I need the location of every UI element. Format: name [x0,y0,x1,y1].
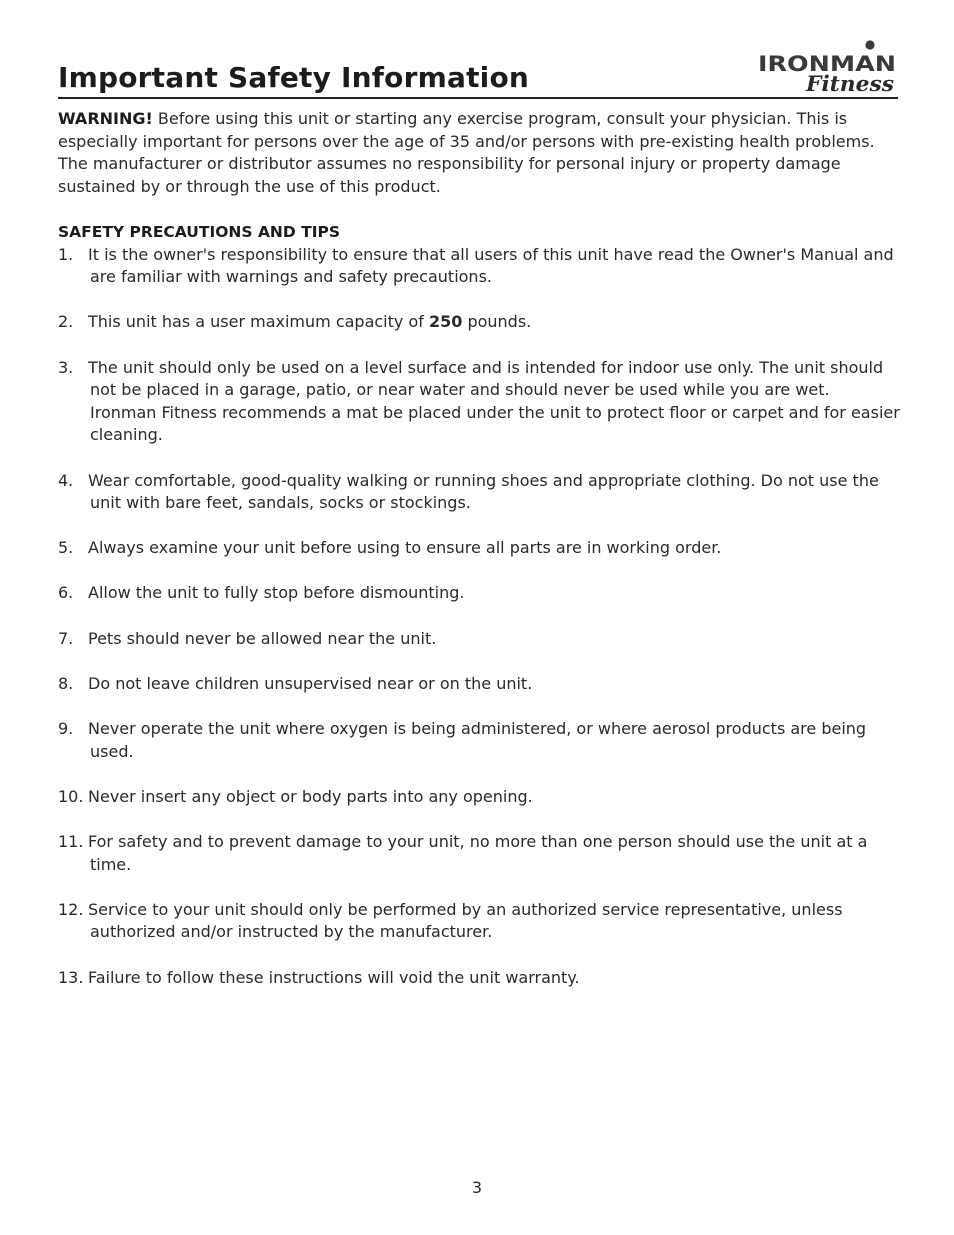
list-item [58,311,900,334]
list-item [58,470,900,515]
item-number: 11. [58,832,84,851]
item-number: 3. [58,357,74,377]
item-text: Never insert any object or body parts into any opening. [88,786,533,806]
list-item [58,628,900,651]
ironman-fitness-logo [756,38,900,94]
item-number: 12. [58,899,84,919]
item-number: 13. [58,967,84,987]
item-text: Always examine your unit before using to ensure all parts are in working order. [88,538,722,558]
page-title: Important Safety Information [58,61,530,94]
list-item [58,244,900,289]
list-item [58,357,900,447]
item-number: 9. [58,719,74,739]
document-body [58,108,900,1012]
item-number: 6. [58,583,74,603]
item-text: The unit should only be used on a level surface and is intended for indoor use only. The unit should not be placed in a garage, patio, or near water and should never be used while you are wet. Ironman Fitness recommends a mat be placed under the unit to protect floor or carpet and for easier cleaning. [88,357,900,445]
section-heading: SAFETY PRECAUTIONS AND TIPS [58,222,341,241]
item-text: This unit has a user maximum capacity of [88,312,429,332]
list-item [58,718,900,763]
capacity-value: 250 [428,312,463,332]
list-item [58,831,900,876]
list-item [58,786,900,809]
list-item [58,673,900,696]
item-text: pounds. [462,312,532,332]
item-text: Service to your unit should only be performed by an authorized service representative, unless authorized and/or instructed by the manufacturer. [88,899,843,942]
list-item [58,899,900,944]
item-text: For safety and to prevent damage to your unit, no more than one person should use the unit at a time. [88,832,868,874]
warning-paragraph [58,108,900,198]
item-text: It is the owner's responsibility to ensure that all users of this unit have read the Owner's Manual and are familiar with warnings and safety precautions. [88,244,894,287]
list-item [58,967,900,990]
logo-script: Fitness [804,71,895,94]
item-number: 5. [58,538,74,558]
warning-lead: WARNING! [58,109,153,128]
list-item [58,537,900,560]
item-text: Failure to follow these instructions will void the unit warranty. [88,967,580,987]
item-number: 4. [58,470,74,490]
warning-text: Before using this unit or starting any exercise program, consult your physician. This is especially important for persons over the age of 35 and/or persons with pre-existing health problems. The manufacturer or distributor assumes no responsibility for personal injury or property damage sustained by or through the use of this product. [58,109,875,196]
list-item [58,582,900,605]
item-text: Never operate the unit where oxygen is being administered, or where aerosol products are being used. [88,719,867,761]
item-text: Pets should never be allowed near the unit. [88,628,437,648]
logo-wordmark: IRONMAN [758,52,896,76]
page-number: 3 [471,1178,483,1197]
safety-list [58,244,900,990]
item-number: 2. [58,312,74,332]
item-number: 7. [58,628,74,648]
ironman-logo-graphic [756,38,900,94]
item-number: 1. [58,244,74,264]
item-number: 10. [58,786,84,806]
title-divider [58,97,898,99]
item-text: Do not leave children unsupervised near or on the unit. [88,673,533,693]
item-text: Allow the unit to fully stop before dismounting. [88,583,465,603]
item-text: Wear comfortable, good-quality walking or running shoes and appropriate clothing. Do not use the unit with bare feet, sandals, socks or stockings. [88,470,879,513]
item-number: 8. [58,673,74,693]
